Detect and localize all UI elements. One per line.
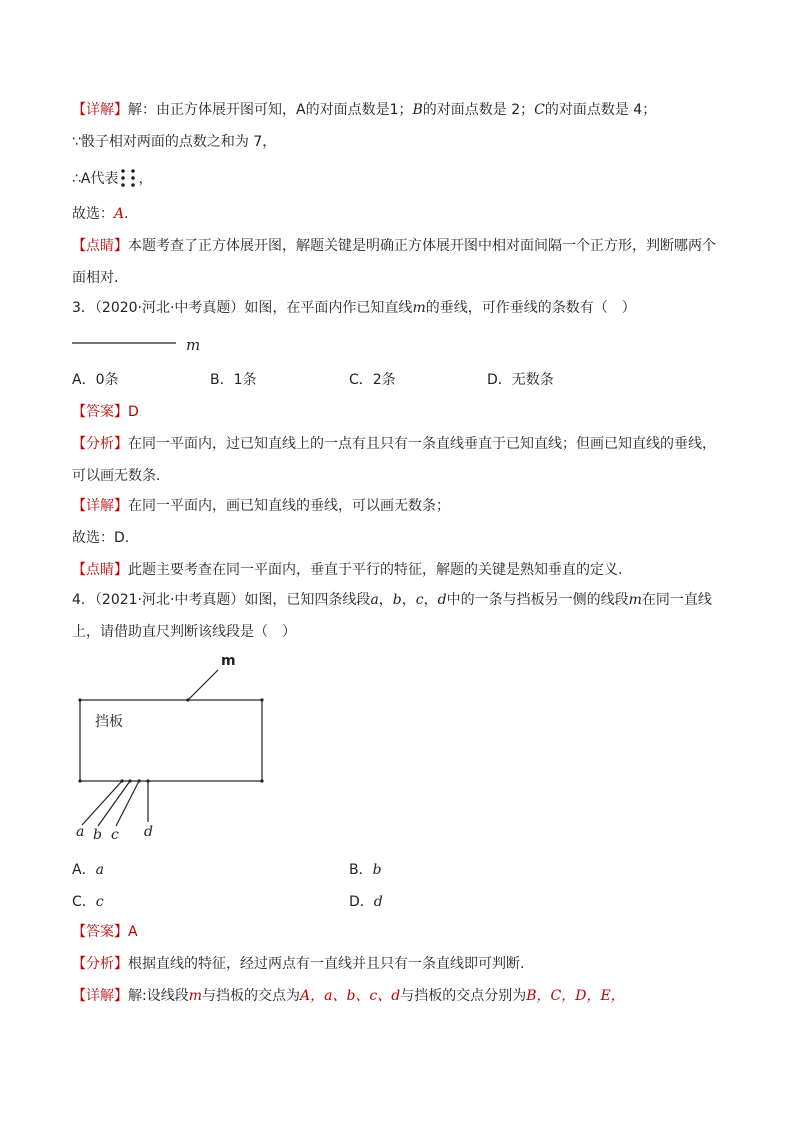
q3-detail: 【详解】在同一平面内，画已知直线的垂线，可以画无数条； [72,498,450,514]
q3-option-c: C．2条 [349,372,396,388]
comment-line-1: 【点睛】本题考查了正方体展开图，解题关键是明确正方体展开图中相对面间隔一个正方形，判断哪两个 [72,238,716,254]
q4-detail: 【详解】解:设线段m与挡板的交点为A，a、b、c、d与挡板的交点分别为B，C，D，E， [72,988,625,1004]
q3-option-a: A．0条 [72,372,119,388]
detail-tag: 【详解】 [72,102,128,118]
q3-option-b: B．1条 [210,372,257,388]
q4-option-d: D．d [349,894,383,910]
q4-stem-1: 4．（2021·河北·中考真题）如图，已知四条线段a，b，c，d中的一条与挡板另一侧的线段m在同一直线 [72,592,712,608]
detail-line-3: ∴A代表 ， [72,168,152,189]
q4-option-c: C．c [72,894,104,910]
segment-m [188,670,218,700]
segment-d-label: d [144,824,153,840]
segment-a [82,781,122,825]
q3-comment: 【点睛】此题主要考查在同一平面内，垂直于平行的特征，解题的关键是熟知垂直的定义. [72,562,623,578]
q4-analysis: 【分析】根据直线的特征，经过两点有一直线并且只有一条直线即可判断. [72,956,525,972]
detail-line-1: 【详解】解：由正方体展开图可知，A的对面点数是1；B的对面点数是 2；C的对面点数是 4； [72,102,657,118]
segment-a-label: a [76,824,85,840]
q4-option-b: B．b [349,862,382,878]
q4-answer: 【答案】A [72,924,138,940]
detail-line-2: ∵骰子相对两面的点数之和为 7， [72,134,277,150]
q3-option-d: D．无数条 [487,372,554,388]
board-label: 挡板 [95,714,123,730]
segment-m-label: m [221,653,236,669]
q3-answer: 【答案】D [72,404,139,420]
segment-b [98,781,130,826]
q4-figure [60,650,290,850]
dice-six-icon [118,168,138,188]
q3-line-label: m [186,336,201,354]
q3-choose: 故选：D. [72,530,130,546]
segment-c [116,781,139,826]
choose-line: 故选：A. [72,206,129,222]
q3-figure [72,330,212,354]
board-rect [80,700,262,781]
segment-b-label: b [93,827,102,843]
q4-stem-2: 上，请借助直尺判断该线段是（ ） [72,624,296,640]
q3-analysis-1: 【分析】在同一平面内，过已知直线上的一点有且只有一条直线垂直于已知直线；但画已知直线的垂线， [72,436,716,452]
q3-stem: 3．（2020·河北·中考真题）如图，在平面内作已知直线m的垂线，可作垂线的条数有（ ） [72,300,636,316]
q4-option-a: A．a [72,862,104,878]
q3-analysis-2: 可以画无数条. [72,468,161,484]
comment-line-2: 面相对. [72,270,119,286]
segment-c-label: c [111,827,119,843]
